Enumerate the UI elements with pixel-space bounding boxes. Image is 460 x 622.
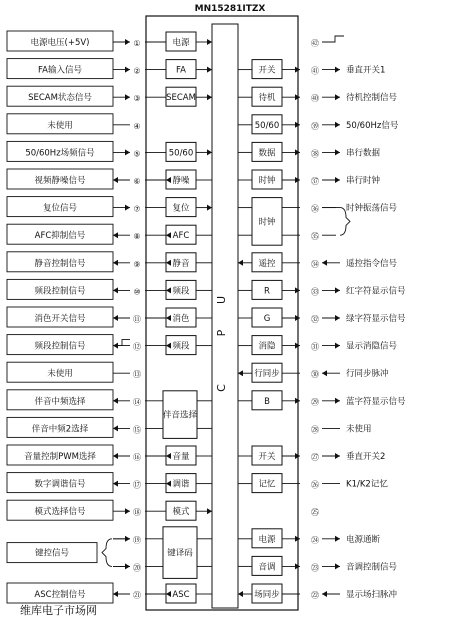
right-row-5 <box>238 142 381 161</box>
arrow-head <box>113 260 118 266</box>
arrow-head <box>125 94 130 100</box>
signal-label: 消色开关信号 <box>34 314 86 324</box>
arrow-head <box>322 591 327 597</box>
signal-label: 音量控制PWM选择 <box>24 452 96 462</box>
left-row-3 <box>7 86 212 106</box>
pin-number: ⑱ <box>133 508 141 518</box>
block-label: 复位 <box>172 203 190 214</box>
arrow-head <box>113 591 118 597</box>
signal-label: ASC控制信号 <box>34 590 86 600</box>
pin-number: ㉟ <box>311 232 319 242</box>
block-label: 时钟 <box>258 217 276 228</box>
pin-number: ⑪ <box>133 315 141 324</box>
pin-number: ㊷ <box>311 39 319 48</box>
block-label: 调谐 <box>172 479 190 490</box>
block-label: ASC <box>172 590 190 600</box>
arrow-head <box>207 94 212 100</box>
signal-label: 键控信号 <box>34 548 70 559</box>
signal-label: 串行数据 <box>346 148 381 159</box>
arrow-head <box>335 177 340 183</box>
watermark: 维库电子市场网 <box>20 604 97 617</box>
block-label: 消隐 <box>258 341 276 352</box>
left-row-16 <box>7 445 212 465</box>
right-row-12 <box>238 336 398 355</box>
pin-number: ⑨ <box>133 259 141 269</box>
right-row-9 <box>238 253 398 272</box>
pin-number: ③ <box>133 94 141 104</box>
pin-number: ⑳ <box>133 563 141 573</box>
left-row-1 <box>7 31 212 51</box>
left-row-10 <box>7 279 212 299</box>
right-row-8 <box>311 232 319 241</box>
pin-number: ㉘ <box>311 425 319 435</box>
pin-number: ㉕ <box>311 508 319 518</box>
pin-number: ㉗ <box>311 453 319 462</box>
right-row-20 <box>238 556 398 575</box>
block-label: 频段 <box>172 286 190 297</box>
brace <box>102 539 112 567</box>
left-row-6 <box>7 169 212 189</box>
signal-label: 伴音中频2选择 <box>31 424 89 435</box>
signal-label: 电源通断 <box>346 534 381 545</box>
signal-label: 行同步脉冲 <box>346 369 389 380</box>
signal-label: 音调控制信号 <box>346 562 398 573</box>
arrow-head <box>207 67 212 73</box>
left-pin-group <box>7 31 212 603</box>
arrow-head <box>335 563 340 569</box>
left-row-2 <box>7 59 212 79</box>
arrow-head <box>125 149 130 155</box>
signal-label: 数字调谐信号 <box>34 479 86 490</box>
right-row-16 <box>238 446 385 465</box>
arrow-head <box>322 260 327 266</box>
right-pin-group <box>238 39 406 603</box>
arrow-head <box>335 287 340 293</box>
signal-label: 静音控制信号 <box>34 258 86 269</box>
block-label: 50/60 <box>254 120 280 131</box>
pin-number: ㊳ <box>311 149 319 159</box>
cpu-letter: C <box>215 384 228 392</box>
pin-number: ㉙ <box>311 397 319 407</box>
right-row-14 <box>238 391 406 410</box>
left-row-9 <box>7 252 212 272</box>
arrow-head <box>207 39 212 45</box>
left-row-21 <box>7 583 212 603</box>
arrow-head <box>322 370 327 376</box>
signal-label: 显示场扫脉冲 <box>346 590 398 600</box>
block-label: AFC <box>172 231 190 242</box>
chip-title: MN15281ITZX <box>194 4 266 14</box>
signal-label: FA输入信号 <box>38 65 82 76</box>
signal-label: 遥控指令信号 <box>346 258 398 269</box>
arrow-head <box>335 536 340 542</box>
pin-number: ㉖ <box>311 480 319 490</box>
pin-number: ㊵ <box>311 94 319 104</box>
arrow-head <box>335 398 340 404</box>
block-label: 音量 <box>172 452 190 462</box>
pin-number: ㉑ <box>133 591 141 600</box>
block-label: 电源 <box>258 534 276 545</box>
block-label: 50/60 <box>168 148 194 159</box>
block-label: FA <box>176 65 186 76</box>
right-row-21 <box>238 584 398 603</box>
right-row-1 <box>311 39 319 48</box>
block-label: 遥控 <box>258 258 276 269</box>
arrow-head <box>335 94 340 100</box>
block-label: 待机 <box>258 93 276 104</box>
signal-label: 待机控制信号 <box>346 93 398 104</box>
block-label: 键译码 <box>167 548 193 559</box>
pin-number: ㊴ <box>311 121 319 131</box>
arrow-head <box>335 122 340 128</box>
signal-label: K1/K2记忆 <box>346 479 388 490</box>
arrow-head <box>113 177 118 183</box>
signal-label: 未使用 <box>47 120 73 131</box>
signal-label: SECAM状态信号 <box>28 93 92 104</box>
arrow-head <box>335 67 340 73</box>
arrow-head <box>125 508 130 514</box>
arrow-head <box>335 453 340 459</box>
signal-label: 红字符显示信号 <box>346 286 406 297</box>
block-label: 场同步 <box>254 590 280 600</box>
left-row-20 <box>113 563 141 572</box>
left-row-14 <box>7 390 141 410</box>
signal-label: 垂直开关2 <box>346 452 386 462</box>
right-row-17 <box>238 474 388 493</box>
arrow-head <box>335 315 340 321</box>
block-label: SECAM <box>166 93 196 104</box>
pin-number: ㊲ <box>311 177 319 186</box>
arrow-head <box>113 232 118 238</box>
arrow-head <box>113 398 118 404</box>
pin-number: ㉔ <box>311 535 319 545</box>
arrow-head <box>113 425 118 431</box>
cpu-label <box>215 296 228 392</box>
right-row-13 <box>238 363 389 382</box>
left-row-15 <box>7 417 141 437</box>
left-row-8 <box>7 224 212 244</box>
signal-label: 复位信号 <box>42 203 78 214</box>
arrow-head <box>113 287 118 293</box>
pin-number: ⑲ <box>133 535 141 545</box>
block-label: 行同步 <box>254 369 280 380</box>
signal-label: 电源电压(+5V) <box>30 38 90 48</box>
arrow-head <box>207 205 212 211</box>
right-row-3 <box>238 87 398 106</box>
left-row-19 <box>113 536 141 545</box>
left-row-12 <box>7 335 212 355</box>
arrow-head <box>238 370 243 376</box>
signal-label: 频段控制信号 <box>34 341 86 352</box>
signal-label: 垂直开关1 <box>346 65 386 76</box>
left-row-13 <box>7 362 141 382</box>
arrow-head <box>238 260 243 266</box>
pin-number: ⑥ <box>133 177 141 186</box>
pin-number: ④ <box>133 121 141 131</box>
block-label: G <box>263 314 271 324</box>
arrow-head <box>207 149 212 155</box>
pin-number: ⑭ <box>133 397 141 407</box>
pin-number: ⑯ <box>133 453 141 462</box>
right-row-4 <box>238 115 399 134</box>
right-row-7 <box>311 203 398 214</box>
pin-number: ㉛ <box>311 342 319 352</box>
right-row-2 <box>238 60 385 79</box>
arrow-head <box>207 508 212 514</box>
signal-label: 50/60Hz信号 <box>346 120 399 131</box>
signal-label: 模式选择信号 <box>34 507 86 518</box>
block-label: 消色 <box>172 314 190 324</box>
left-row-18 <box>7 500 212 520</box>
pin-number: ⑦ <box>133 204 141 214</box>
right-row-6 <box>238 170 381 189</box>
arrow-head <box>125 67 130 73</box>
pin-number: ㉞ <box>311 259 319 269</box>
arrow-head <box>335 343 340 349</box>
block-label: 音调 <box>258 562 276 573</box>
signal-label: AFC抑制信号 <box>34 231 86 242</box>
pin-number: ㉓ <box>311 563 319 573</box>
signal-label: 50/60Hz场频信号 <box>25 148 95 159</box>
left-row-4 <box>7 114 141 134</box>
arrow-head <box>113 481 118 487</box>
arrow-head <box>125 39 130 45</box>
pin-number: ② <box>133 66 141 76</box>
pin-number: ⑤ <box>133 149 141 159</box>
signal-label: 视频静噪信号 <box>34 176 86 186</box>
pin-number: ㉒ <box>311 591 319 600</box>
pin-number: ㉝ <box>311 287 319 297</box>
pin-number: ⑬ <box>133 370 141 380</box>
block-label: 频段 <box>172 341 190 352</box>
left-row-7 <box>7 197 212 217</box>
block-label: 数据 <box>258 148 276 159</box>
block-label: 开关 <box>258 65 276 76</box>
arrow-head <box>238 591 243 597</box>
block-label: 开关 <box>258 452 276 462</box>
pin-number: ① <box>133 39 141 48</box>
signal-label: 显示消隐信号 <box>346 341 398 352</box>
signal-label: 伴音中频选择 <box>34 396 86 407</box>
pin-number: ⑫ <box>133 342 141 352</box>
right-row-15 <box>311 423 372 434</box>
right-row-18 <box>311 508 319 517</box>
pin-number: ㉜ <box>311 315 319 324</box>
arrow-head <box>335 149 340 155</box>
arrow-head <box>113 315 118 321</box>
left-row-5 <box>7 141 212 161</box>
ground-mark <box>322 36 344 42</box>
block-label: 静噪 <box>172 176 190 186</box>
pin-number: ㊱ <box>311 204 319 214</box>
pin-number: ㊶ <box>311 66 319 76</box>
right-row-11 <box>238 308 406 327</box>
pin-number: ㉚ <box>311 370 319 380</box>
right-row-19 <box>238 529 381 548</box>
pin-number: ⑩ <box>133 287 141 297</box>
cpu-bus <box>212 24 238 608</box>
block-label: B <box>264 396 270 407</box>
pin-number: ⑧ <box>133 232 141 242</box>
pin-number: ⑮ <box>133 425 141 435</box>
block-label: 伴音选择 <box>162 410 198 421</box>
pin-number: ⑰ <box>133 480 141 490</box>
block-label: 时钟 <box>258 176 276 186</box>
arrow-head <box>125 205 130 211</box>
block-label: 记忆 <box>258 479 276 490</box>
signal-label: 未使用 <box>346 424 372 435</box>
cpu-letter: U <box>215 295 228 305</box>
signal-label: 串行时钟 <box>346 176 381 186</box>
signal-label: 蓝字符显示信号 <box>346 396 406 407</box>
arrow-head <box>113 453 118 459</box>
block-label: 电源 <box>172 38 190 48</box>
left-row-17 <box>7 473 212 493</box>
left-row-11 <box>7 307 212 327</box>
cpu-letter: P <box>215 329 228 337</box>
right-row-10 <box>238 280 406 299</box>
block-label: 模式 <box>172 507 190 518</box>
signal-label: 未使用 <box>47 369 73 380</box>
signal-label: 时钟振荡信号 <box>346 203 398 214</box>
block-label: 静音 <box>172 258 190 269</box>
block-label: R <box>264 286 270 297</box>
signal-label: 绿字符显示信号 <box>346 314 406 324</box>
signal-label: 频段控制信号 <box>34 286 86 297</box>
